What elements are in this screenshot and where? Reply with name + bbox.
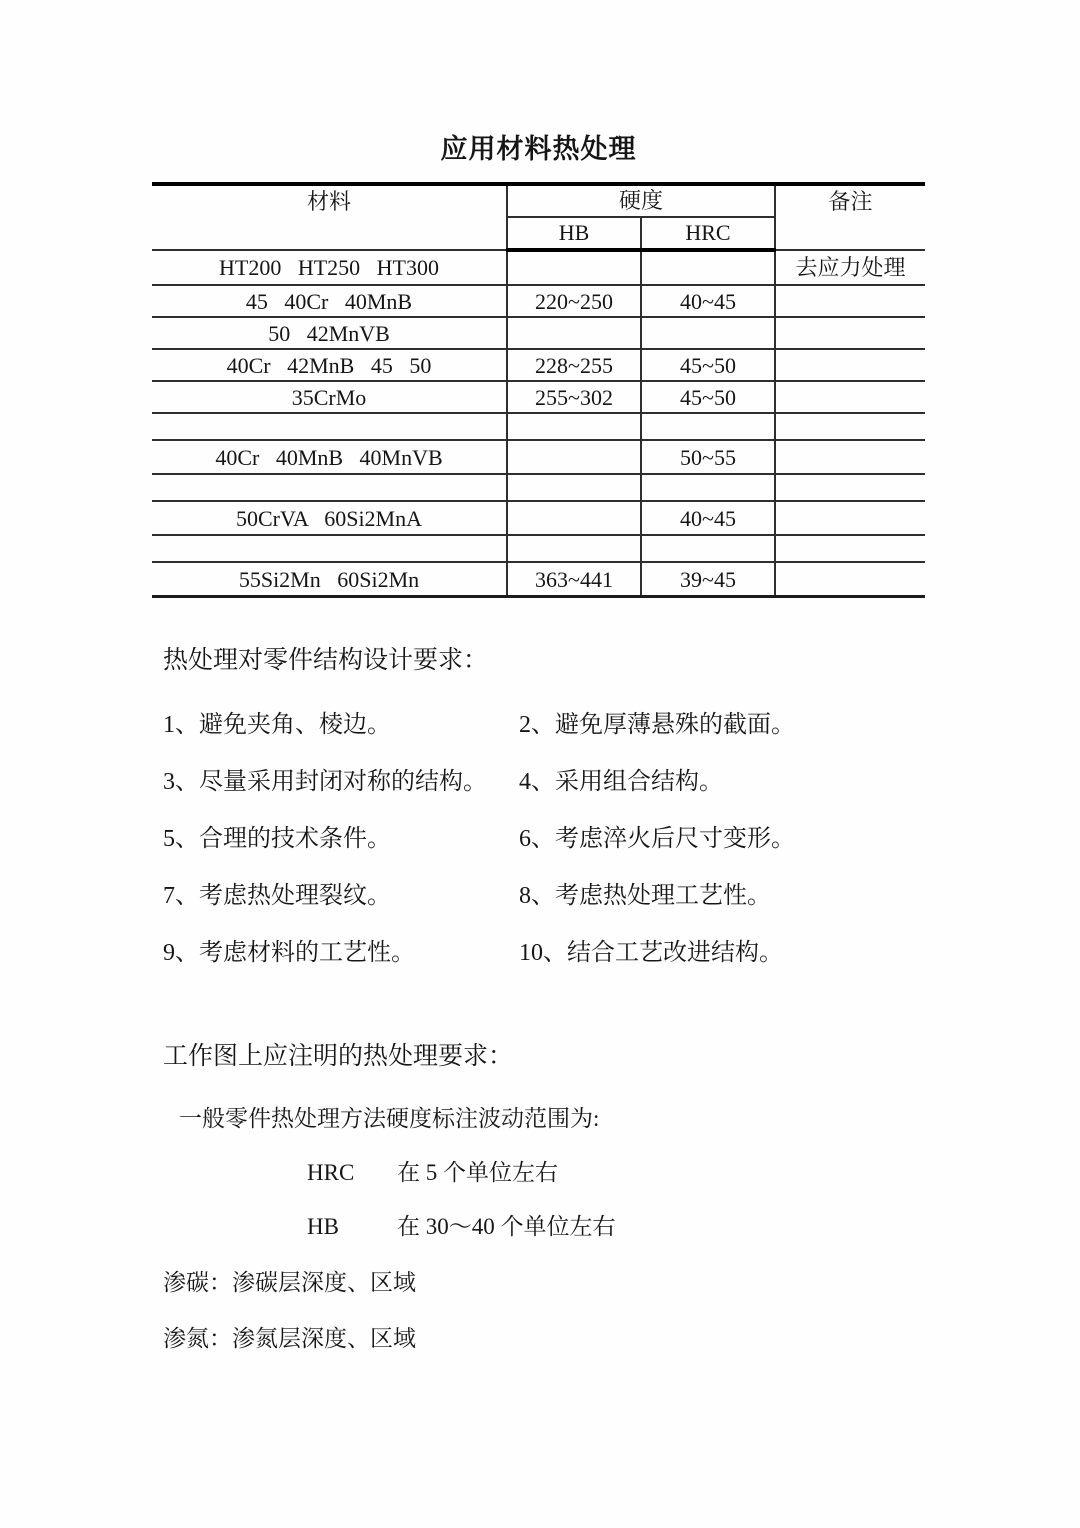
table-row-empty: [152, 535, 925, 562]
cell-material: 55Si2Mn 60Si2Mn: [152, 562, 507, 595]
table-row-empty: [152, 474, 925, 501]
cell-hb: 363~441: [507, 562, 641, 595]
carburizing-note: 渗碳：渗碳层深度、区域: [163, 1270, 416, 1295]
cell-material: 40Cr 40MnB 40MnVB: [152, 440, 507, 474]
cell-hb: [507, 440, 641, 474]
cell-note: [775, 562, 925, 595]
cell-hb: [507, 317, 641, 349]
cell-hrc: 40~45: [641, 285, 775, 317]
section2-heading: 工作图上应注明的热处理要求：: [163, 1043, 514, 1070]
hb-range-line: [307, 1213, 925, 1240]
cell-hrc: [641, 317, 775, 349]
hrc-range-line: [307, 1159, 925, 1186]
table-row-empty: [152, 413, 925, 440]
cell-note: [775, 501, 925, 535]
cell-note: [775, 381, 925, 413]
table-row: [152, 285, 925, 317]
table-row: [152, 381, 925, 413]
list-item: 2、避免厚薄悬殊的截面。: [519, 712, 795, 738]
cell-hb: 220~250: [507, 285, 641, 317]
cell-hb: [507, 535, 641, 562]
cell-hrc: 45~50: [641, 381, 775, 413]
hb-label: HB: [307, 1214, 339, 1239]
nitriding-note: 渗氮：渗氮层深度、区域: [163, 1326, 416, 1351]
col-header-hardness: 硬度: [507, 186, 775, 217]
cell-material: 35CrMo: [152, 381, 507, 413]
col-header-material: 材料: [152, 186, 507, 250]
cell-note: [775, 535, 925, 562]
hb-range-text: 在 30～40 个单位左右: [397, 1214, 616, 1239]
hrc-label: HRC: [307, 1160, 355, 1185]
col-header-note: 备注: [775, 186, 925, 250]
cell-hrc: 39~45: [641, 562, 775, 595]
materials-table-wrap: [152, 182, 925, 598]
list-item: 9、考虑材料的工艺性。: [163, 940, 415, 966]
cell-note: [775, 317, 925, 349]
cell-material: 50 42MnVB: [152, 317, 507, 349]
list-item: 5、合理的技术条件。: [163, 826, 391, 852]
cell-hrc: 45~50: [641, 349, 775, 381]
cell-note: [775, 349, 925, 381]
materials-table: [152, 186, 925, 595]
design-requirements-list: [163, 712, 925, 966]
cell-hrc: [641, 535, 775, 562]
list-item: 1、避免夹角、棱边。: [163, 712, 391, 738]
cell-hb: [507, 250, 641, 285]
cell-note: [775, 440, 925, 474]
cell-hb: 255~302: [507, 381, 641, 413]
table-header-row-1: [152, 186, 925, 217]
cell-hb: 228~255: [507, 349, 641, 381]
cell-hrc: 50~55: [641, 440, 775, 474]
list-item: 3、尽量采用封闭对称的结构。: [163, 769, 487, 795]
table-row: [152, 349, 925, 381]
cell-hrc: [641, 474, 775, 501]
cell-note: [775, 474, 925, 501]
col-header-hrc: HRC: [641, 217, 775, 250]
cell-hrc: [641, 413, 775, 440]
cell-material: [152, 535, 507, 562]
list-item: 4、采用组合结构。: [519, 769, 723, 795]
cell-material: [152, 474, 507, 501]
cell-material: 50CrVA 60Si2MnA: [152, 501, 507, 535]
cell-material: 40Cr 42MnB 45 50: [152, 349, 507, 381]
table-row: [152, 501, 925, 535]
cell-note: [775, 413, 925, 440]
table-row: [152, 440, 925, 474]
section1-heading: 热处理对零件结构设计要求：: [163, 647, 489, 674]
list-item: 10、结合工艺改进结构。: [519, 940, 783, 966]
cell-material: [152, 413, 507, 440]
col-header-hb: HB: [507, 217, 641, 250]
list-item: 7、考虑热处理裂纹。: [163, 883, 391, 909]
table-row: [152, 562, 925, 595]
list-item: 6、考虑淬火后尺寸变形。: [519, 826, 795, 852]
cell-hb: [507, 413, 641, 440]
cell-hrc: [641, 250, 775, 285]
cell-hrc: 40~45: [641, 501, 775, 535]
cell-note: [775, 285, 925, 317]
cell-note: 去应力处理: [775, 250, 925, 285]
page-title: 应用材料热处理: [440, 134, 637, 164]
hardness-range-intro: 一般零件热处理方法硬度标注波动范围为:: [179, 1106, 600, 1131]
cell-material: 45 40Cr 40MnB: [152, 285, 507, 317]
hrc-range-text: 在 5 个单位左右: [397, 1160, 558, 1185]
cell-hb: [507, 474, 641, 501]
cell-hb: [507, 501, 641, 535]
list-item: 8、考虑热处理工艺性。: [519, 883, 771, 909]
cell-material: HT200 HT250 HT300: [152, 250, 507, 285]
table-row: [152, 250, 925, 285]
document-content: [152, 0, 925, 1352]
table-row: [152, 317, 925, 349]
